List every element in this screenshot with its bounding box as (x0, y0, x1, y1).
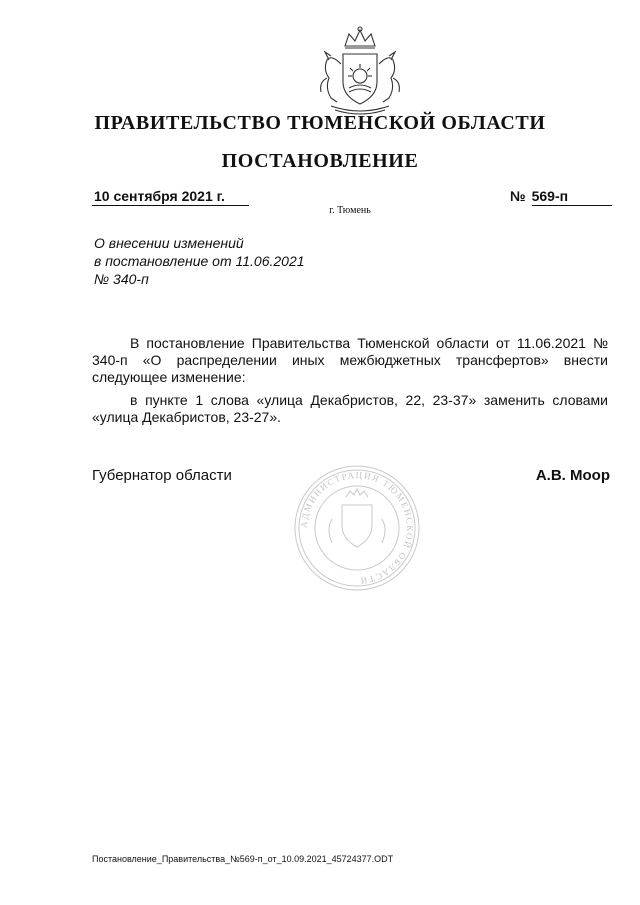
document-type: ПОСТАНОВЛЕНИЕ (221, 150, 419, 172)
number-sign: № (510, 188, 526, 204)
subject-line: № 340-п (94, 271, 149, 287)
document-date: 10 сентября 2021 г. (92, 188, 249, 206)
document-body (92, 335, 608, 432)
body-paragraph: В постановление Правительства Тюменской области от 11.06.2021 № 340-п «О распределении иных межбюджетных трансфертов» внести следующее изменение: (92, 335, 608, 385)
government-title: ПРАВИТЕЛЬСТВО ТЮМЕНСКОЙ ОБЛАСТИ (94, 112, 546, 134)
signer-position: Губернатор области (92, 467, 232, 484)
coat-of-arms-icon (305, 24, 415, 116)
document-subject (94, 234, 305, 288)
city: г. Тюмень (329, 205, 371, 216)
official-seal-icon (292, 463, 422, 593)
footer-filename: Постановление_Правительства_№569-п_от_10.09.2021_45724377.ODT (92, 854, 394, 864)
number-value: 569-п (532, 188, 612, 206)
seal-ring-text: АДМИНИСТРАЦИЯ ТЮМЕНСКОЙ ОБЛАСТИ (298, 469, 416, 587)
subject-line: О внесении изменений (94, 235, 244, 251)
signer-name: А.В. Моор (535, 467, 610, 484)
document-number (510, 188, 612, 206)
subject-line: в постановление от 11.06.2021 (94, 253, 305, 269)
body-paragraph: в пункте 1 слова «улица Декабристов, 22, 23-37» заменить словами «улица Декабристов, 23-27». (92, 392, 608, 425)
